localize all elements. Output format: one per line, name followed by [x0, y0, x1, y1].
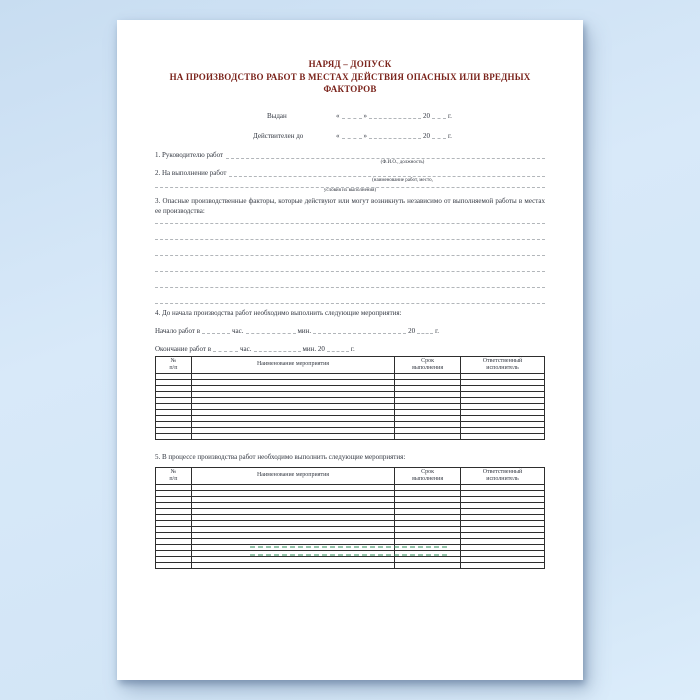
column-header-line: исполнитель: [486, 475, 519, 482]
minutes-year-label: мин. 20: [302, 344, 325, 353]
hazard-factors-text: 3. Опасные производственные факторы, которые действуют или могут возникнуть независимо от выполняемой работы в местах ее производства:: [155, 196, 545, 215]
column-header-line: Срок: [421, 357, 435, 364]
year-suffix: г.: [448, 131, 452, 140]
in-process-table-wrap: [155, 467, 545, 569]
blank-year-field: [417, 327, 433, 334]
year-prefix: 20: [408, 326, 416, 335]
title-line-1: НАРЯД – ДОПУСК: [308, 59, 392, 69]
open-quote: «: [336, 111, 340, 120]
supervisor-caption: (Ф.И.О., должность): [380, 159, 425, 165]
empty-cell: [156, 562, 192, 568]
issued-label: Выдан: [267, 111, 287, 120]
blank-year-field: [432, 132, 446, 139]
blank-hours-field: [202, 327, 230, 334]
blank-month-field: [369, 112, 421, 119]
work-start-label: Начало работ в: [155, 326, 201, 335]
valid-until-label: Действителен до: [253, 131, 304, 140]
blank-line: [155, 224, 545, 240]
column-header: [395, 356, 461, 373]
year-prefix: 20: [423, 131, 430, 140]
table-header-row: [156, 356, 545, 373]
work-supervisor-row: [155, 151, 545, 160]
column-header-line: Ответственный: [482, 468, 523, 475]
empty-cell: [460, 562, 544, 568]
work-caption-1: (наименование работ, место,: [372, 177, 433, 183]
column-header-line: Наименование мероприятия: [256, 361, 330, 367]
column-header: [191, 467, 394, 484]
column-header: [460, 356, 544, 373]
work-start-row: [155, 325, 545, 335]
close-quote: »: [363, 131, 367, 140]
year-prefix: 20: [423, 111, 430, 120]
close-quote: »: [363, 111, 367, 120]
table-header-row: [156, 467, 545, 484]
work-supervisor-label: 1. Руководителю работ: [155, 150, 224, 159]
blank-line: [155, 272, 545, 288]
blank-year-field: [432, 112, 446, 119]
empty-cell: [395, 562, 461, 568]
column-header: [460, 467, 544, 484]
column-header-line: №: [170, 357, 177, 364]
minutes-label: мин.: [297, 326, 312, 335]
column-header-line: п/п: [169, 364, 178, 371]
blank-day-field: [342, 132, 362, 139]
empty-cell: [460, 433, 544, 439]
column-header-line: №: [170, 468, 177, 475]
column-header-line: Срок: [421, 468, 435, 475]
blank-line: [155, 288, 545, 304]
year-suffix: г.: [448, 111, 452, 120]
blank-line: [155, 240, 545, 256]
work-caption-2: условия их выполнения): [323, 187, 377, 193]
column-header-line: выполнения: [412, 475, 444, 482]
column-header: [156, 356, 192, 373]
blank-line: [155, 216, 545, 224]
hazard-blank-lines: [155, 216, 545, 304]
work-description-row: [155, 169, 545, 178]
date-block: [253, 109, 545, 140]
blank-minutes-field: [246, 327, 296, 334]
open-quote: «: [336, 131, 340, 140]
blank-year-field: [327, 345, 349, 352]
issued-date-row: [253, 109, 545, 120]
valid-until-row: [253, 129, 545, 140]
empty-cell: [191, 562, 394, 568]
column-header: [395, 467, 461, 484]
blank-minutes-field: [254, 345, 301, 352]
year-suffix: г.: [350, 344, 355, 353]
column-header: [191, 356, 394, 373]
year-suffix: г.: [435, 326, 440, 335]
blank-line: [155, 256, 545, 272]
work-description-label: 2. На выполнение работ: [155, 168, 227, 177]
title-line-3: ФАКТОРОВ: [323, 84, 377, 94]
empty-cell: [395, 433, 461, 439]
in-process-measures-table: [155, 467, 545, 569]
column-header-line: выполнения: [412, 364, 444, 371]
blank-supervisor-field: [226, 152, 545, 159]
empty-row: [156, 562, 545, 568]
in-process-measures-text: 5. В процессе производства работ необходимо выполнить следующие мероприятия:: [155, 452, 406, 461]
pre-work-measures-table: [155, 356, 545, 440]
empty-row: [156, 433, 545, 439]
empty-cell: [156, 433, 192, 439]
column-header-line: Ответственный: [482, 357, 523, 364]
empty-cell: [191, 433, 394, 439]
hours-label: час.: [240, 344, 252, 353]
column-header-line: п/п: [169, 475, 178, 482]
blank-hours-field: [213, 345, 238, 352]
pre-work-measures-text: 4. До начала производства работ необходимо выполнить следующие мероприятия:: [155, 308, 402, 317]
column-header-line: Наименование мероприятия: [256, 472, 330, 478]
hours-label: час.: [232, 326, 244, 335]
blank-date-field: [313, 327, 406, 334]
title-line-2: НА ПРОИЗВОДСТВО РАБОТ В МЕСТАХ ДЕЙСТВИЯ ОПАСНЫХ ИЛИ ВРЕДНЫХ: [169, 71, 531, 82]
work-end-label: Окончание работ в: [155, 344, 212, 353]
document-title: [155, 58, 545, 96]
work-end-row: [155, 343, 545, 353]
column-header-line: исполнитель: [486, 364, 519, 371]
blank-work-field: [229, 170, 545, 177]
blank-day-field: [342, 112, 362, 119]
column-header: [156, 467, 192, 484]
document-page: [117, 20, 583, 680]
blank-month-field: [369, 132, 421, 139]
